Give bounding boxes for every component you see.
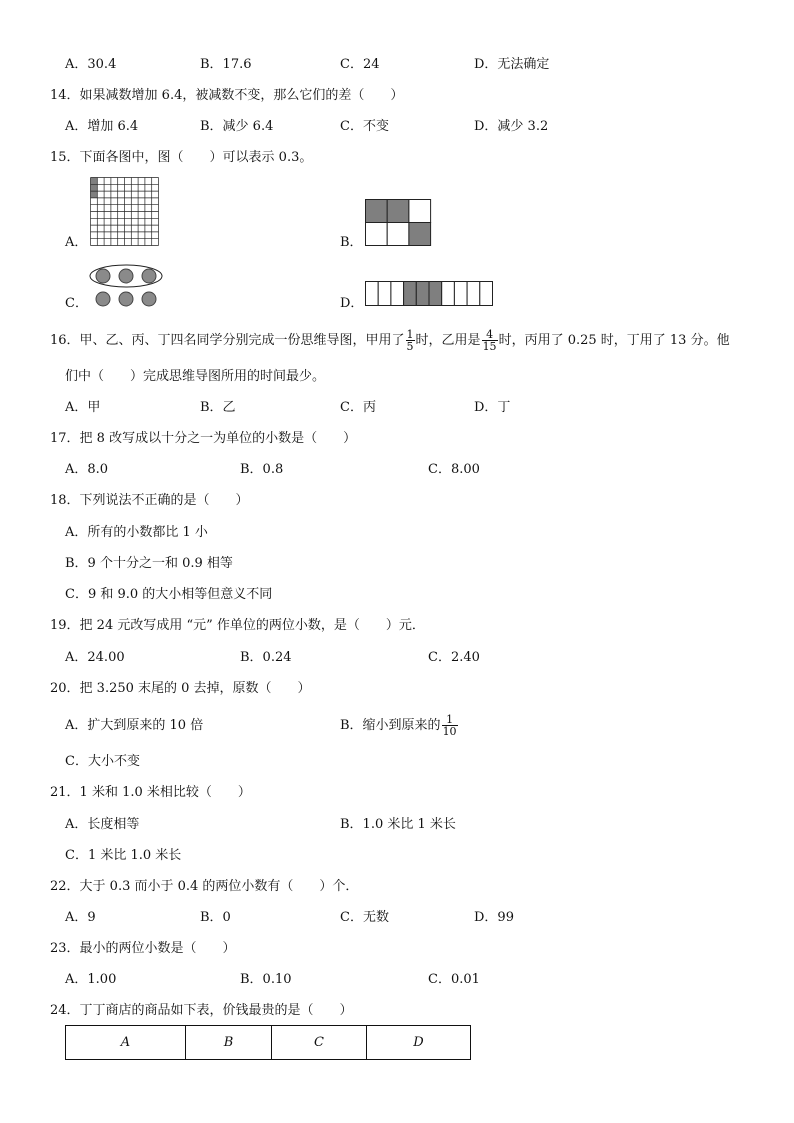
q23-option-a[interactable]: A．1.00 (65, 972, 117, 987)
q13-option-d[interactable]: D．无法确定 (474, 57, 550, 72)
q19-stem: 19．把 24 元改写成用 “元” 作单位的两位小数，是（ ）元． (50, 618, 425, 633)
strip-cell (480, 282, 493, 306)
q21-option-a[interactable]: A．长度相等 (65, 817, 140, 832)
q15-option-b[interactable]: B． (340, 235, 363, 250)
fraction-one-tenth (442, 714, 458, 737)
strip-cell (404, 282, 417, 306)
q14-stem: 14．如果减数增加 6.4，被减数不变，那么它们的差（ ） (50, 88, 404, 103)
q14-option-a[interactable]: A．增加 6.4 (65, 119, 139, 134)
q18-option-b[interactable]: B．9 个十分之一和 0.9 相等 (65, 556, 233, 571)
q16-option-d[interactable]: D．丁 (474, 400, 511, 415)
q15-option-a[interactable]: A． (65, 235, 88, 250)
q22-option-d[interactable]: D．99 (474, 910, 514, 925)
q19-option-b[interactable]: B．0.24 (240, 650, 292, 665)
strip-cell (378, 282, 391, 306)
q15-stem: 15．下面各图中，图（ ）可以表示 0.3。 (50, 150, 313, 165)
q22-stem: 22．大于 0.3 而小于 0.4 的两位小数有（ ）个． (50, 879, 359, 894)
table-row (66, 1026, 471, 1060)
ten-strip-figure (365, 281, 495, 307)
q13-option-a[interactable]: A．30.4 (65, 57, 117, 72)
numerator: 4 (482, 329, 498, 341)
fraction-one-fifth (406, 329, 415, 352)
q23-option-b[interactable]: B．0.10 (240, 972, 292, 987)
q16-text-1: 16．甲、乙、丙、丁四名同学分别完成一份思维导图，甲用了 (50, 333, 405, 348)
q20-option-c[interactable]: C．大小不变 (65, 754, 140, 769)
table-header-a: A (66, 1026, 186, 1060)
q14-option-c[interactable]: C．不变 (340, 119, 389, 134)
circles-figure (88, 264, 168, 310)
strip-cell (391, 282, 404, 306)
q22-option-a[interactable]: A．9 (65, 910, 96, 925)
q15-option-d[interactable]: D． (340, 296, 364, 311)
numerator: 1 (442, 714, 458, 726)
q16-stem-line2: 们中（ ）完成思维导图所用的时间最少。 (65, 369, 326, 384)
denominator: 5 (406, 340, 414, 353)
q17-option-a[interactable]: A．8.0 (65, 462, 109, 477)
q21-option-b[interactable]: B．1.0 米比 1 米长 (340, 817, 456, 832)
table-header-b: B (186, 1026, 272, 1060)
q17-option-b[interactable]: B．0.8 (240, 462, 284, 477)
q19-option-a[interactable]: A．24.00 (65, 650, 125, 665)
q16-text-3: 时，丙用了 0.25 时，丁用了 13 分。他 (498, 333, 730, 348)
q17-option-c[interactable]: C．8.00 (428, 462, 480, 477)
q15-option-c[interactable]: C． (65, 296, 88, 311)
q20-option-b[interactable] (340, 709, 459, 743)
strip-cell (366, 282, 379, 306)
q18-stem: 18．下列说法不正确的是（ ） (50, 493, 249, 508)
q13-option-b[interactable]: B．17.6 (200, 57, 252, 72)
q16-option-a[interactable]: A．甲 (65, 400, 101, 415)
q16-option-c[interactable]: C．丙 (340, 400, 376, 415)
q20-stem: 20．把 3.250 末尾的 0 去掉，原数（ ） (50, 681, 311, 696)
q21-option-c[interactable]: C．1 米比 1.0 米长 (65, 848, 182, 863)
q17-stem: 17．把 8 改写成以十分之一为单位的小数是（ ） (50, 431, 357, 446)
q19-option-c[interactable]: C．2.40 (428, 650, 480, 665)
table-header-d: D (367, 1026, 471, 1060)
fraction-four-fifteenths (482, 329, 498, 352)
q16-text-2: 时，乙用是 (415, 333, 481, 348)
q13-option-c[interactable]: C．24 (340, 57, 380, 72)
q20-option-b-text: B．缩小到原来的 (340, 718, 441, 733)
table-header-c: C (272, 1026, 367, 1060)
q21-stem: 21．1 米和 1.0 米相比较（ ） (50, 785, 251, 800)
denominator: 15 (482, 340, 497, 353)
q18-option-a[interactable]: A．所有的小数都比 1 小 (65, 525, 208, 540)
q23-option-c[interactable]: C．0.01 (428, 972, 480, 987)
strip-cell (429, 282, 442, 306)
strip-cell (467, 282, 480, 306)
q22-option-c[interactable]: C．无数 (340, 910, 389, 925)
q14-option-d[interactable]: D．减少 3.2 (474, 119, 549, 134)
q16-option-b[interactable]: B．乙 (200, 400, 236, 415)
q14-option-b[interactable]: B．减少 6.4 (200, 119, 274, 134)
q20-option-a[interactable]: A．扩大到原来的 10 倍 (65, 718, 204, 733)
strip-cell (416, 282, 429, 306)
q24-stem: 24．丁丁商店的商品如下表，价钱最贵的是（ ） (50, 1003, 353, 1018)
q22-option-b[interactable]: B．0 (200, 910, 231, 925)
six-square-figure (365, 199, 433, 247)
denominator: 10 (442, 725, 457, 738)
q16-stem (50, 329, 730, 352)
grid-shaded-cells (91, 178, 98, 198)
q23-stem: 23．最小的两位小数是（ ） (50, 941, 236, 956)
q18-option-c[interactable]: C．9 和 9.0 的大小相等但意义不同 (65, 587, 273, 602)
hundred-grid-figure (90, 177, 160, 247)
price-table (65, 1025, 471, 1060)
strip-cell (454, 282, 467, 306)
strip-cell (442, 282, 455, 306)
numerator: 1 (406, 328, 414, 341)
